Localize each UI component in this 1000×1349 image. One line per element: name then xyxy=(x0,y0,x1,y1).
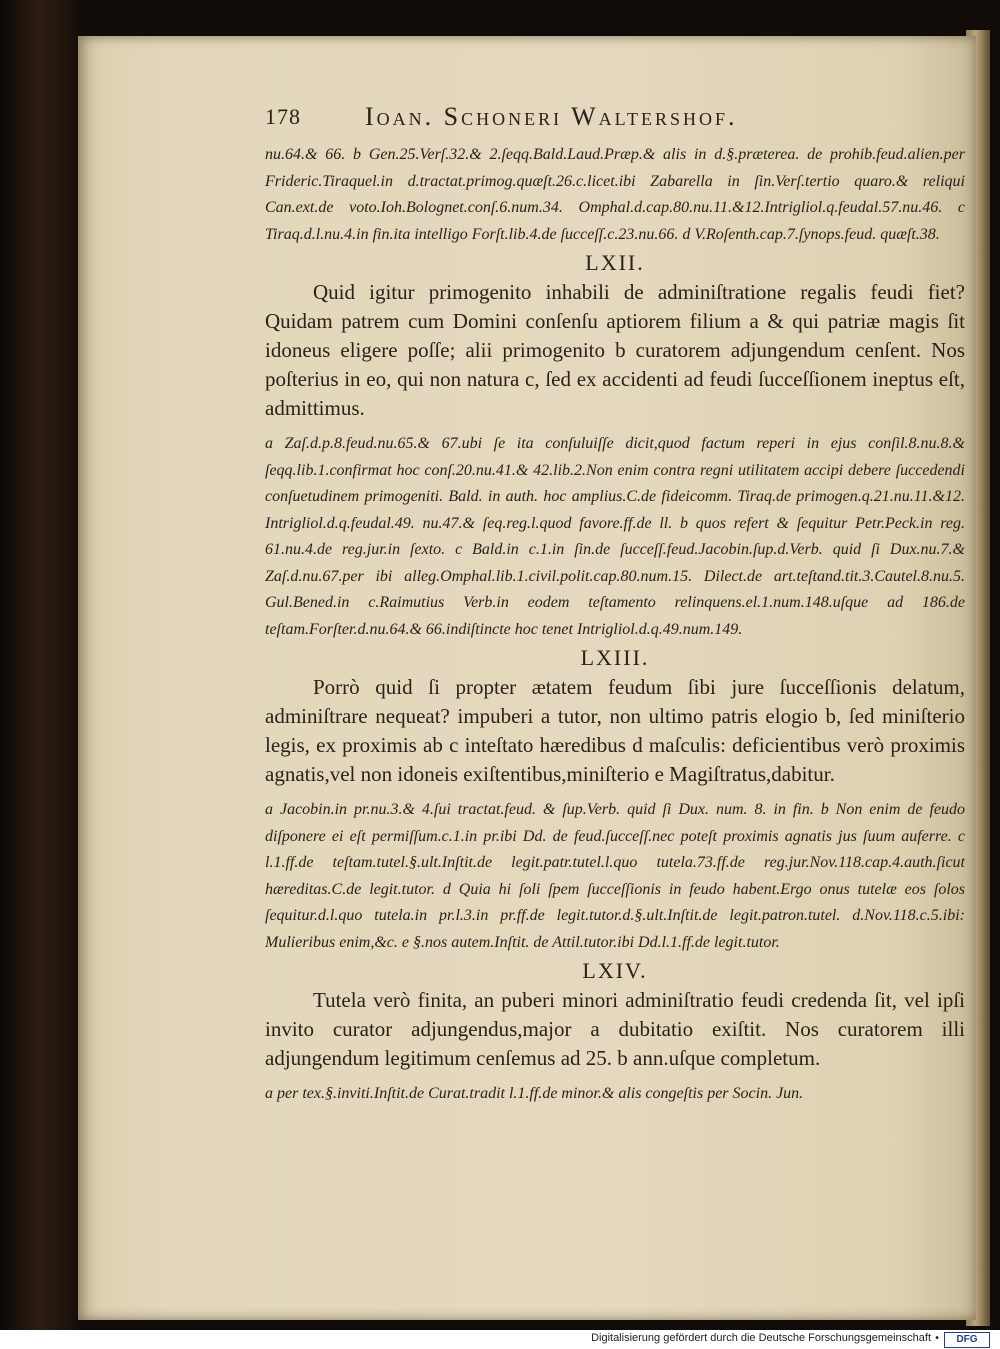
section-text: Quid igitur primogenito inhabili de adminiſtratione regalis feudi fiet? Quidam patrem cum Domini conſenſu aptiorem filium a & qui patriæ magis ſit idoneus eligere poſſe; alii primogenito b curatorem adjungendum cenſent. Nos poſterius in eo, qui non natura c, ſed ex accidenti ad feudi ſucceſſionem ineptus eſt, admittimus. xyxy=(265,280,965,420)
section-heading: LXII. xyxy=(585,250,645,275)
section-notes: a Zaſ.d.p.8.feud.nu.65.& 67.ubi ſe ita conſuluiſſe dicit,quod factum reperi in ejus conſil.8.nu.8.& ſeqq.lib.1.confirmat hoc conſ.20.nu.41.& 42.lib.2.Non enim contra regni utilitatem accipi debere ſuccedendi conſuetudinem primogeniti. Bald. in auth. hoc amplius.C.de fideicomm. Tiraq.de primogen.q.21.nu.11.&12. Intrigliol.d.q.feudal.49. nu.47.& ſeq.reg.l.quod favore.ff.de ll. b quos refert & ſequitur Petr.Peck.in reg. 61.nu.4.de reg.jur.in ſexto. c Bald.in c.1.in ſin.de ſucceſſ.feud.Jacobin.ſup.d.Verb. quid ſi Dux.nu.7.& Zaſ.d.nu.67.per ibi alleg.Omphal.lib.1.civil.polit.cap.80.num.15. Dilect.de art.teſtand.tit.3.Cautel.8.nu.5. Gul.Bened.in c.Raimutius Verb.in eodem teſtamento relinquens.el.1.num.148.uſque ad 186.de teſtam.Forſter.d.nu.64.& 66.indiſtincte hoc tenet Intrigliol.d.q.49.num.149. xyxy=(265,435,965,638)
section-notes: a Jacobin.in pr.nu.3.& 4.ſui tractat.feud. & ſup.Verb. quid ſi Dux. num. 8. in fin. b Non enim de feudo diſponere ei eſt permiſſum.c.1.in pr.ibi Dd. de feud.ſucceſſ.nec poteſt proximis agnatis jus ſuum auferre. c l.1.ff.de teſtam.tutel.§.ult.Inſtit.de legit.patr.tutel.l.quo tutela.73.ff.de reg.jur.Nov.118.cap.4.auth.ſicut hæreditas.C.de legit.tutor. d Quia hi ſoli ſpem ſucceſſionis in feudo habent.Ergo onus tutelæ eos ſolos ſequitur.d.l.quo tutela.in pr.l.3.in pr.ff.de legit.tutor.d.§.ult.Inſtit.de legit.patron.tutel. d.Nov.118.c.5.ibi: Mulieribus enim,&c. e §.nos autem.Inſtit. de Attil.tutor.ibi Dd.l.1.ff.de legit.tutor. xyxy=(265,801,965,951)
funding-notice xyxy=(591,1332,940,1344)
section-heading: LXIV. xyxy=(582,958,648,983)
dfg-logo[interactable]: DFG xyxy=(944,1332,990,1348)
section-notes: a per tex.§.inviti.Inſtit.de Curat.tradit l.1.ff.de minor.& alis congeſtis per Socin. Jun. xyxy=(265,1085,804,1102)
footer-bar xyxy=(0,1330,1000,1349)
running-head xyxy=(265,96,965,136)
section-text: Tutela verò finita, an puberi minori adminiſtratio feudi credenda ſit, vel ipſi invito curator adjungendus,major a dubitatio exiſtit. Nos curatorem illi adjungendum legitimum cenſemus ad 25. b ann.uſque completum. xyxy=(265,988,965,1070)
running-title: Ioan. Schoneri Waltershof. xyxy=(365,102,738,131)
page-content xyxy=(265,96,965,1108)
section-text: Porrò quid ſi propter ætatem feudum ſibi jure ſucceſſionis delatum, adminiſtrare nequeat? impuberi a tutor, non ultimo patris elogio b, ſed miniſterio legis, ex proximis ab c inteſtato hæredibus d maſculis: deficientibus verò proximis agnatis,vel non idoneis exiſtentibus,miniſterio e Magiſtratus,dabitur. xyxy=(265,675,965,786)
section-heading: LXIII. xyxy=(580,645,650,670)
section-lxiii xyxy=(265,645,965,956)
separator-dot: • xyxy=(934,1333,940,1344)
page-number: 178 xyxy=(265,104,301,129)
top-footnotes: nu.64.& 66. b Gen.25.Verſ.32.& 2.ſeqq.Bald.Laud.Præp.& alis in d.§.præterea. de prohib.feud.alien.per Frideric.Tiraquel.in d.tractat.primog.quæſt.26.c.licet.ibi Zabarella in ſin.Verſ.tertio quaro.& reliqui Can.ext.de voto.Ioh.Bolognet.conſ.6.num.34. Omphal.d.cap.80.nu.11.&12.Intrigliol.q.feudal.57.nu.46. c Tiraq.d.l.nu.4.in fin.ita intelligo Forſt.lib.4.de ſucceſſ.c.23.nu.66. d V.Roſenth.cap.7.ſynops.feud. quæſt.38. xyxy=(265,146,965,243)
funding-text: Digitalisierung gefördert durch die Deutsche Forschungsgemeinschaft xyxy=(591,1332,932,1344)
section-lxii xyxy=(265,250,965,643)
section-lxiv xyxy=(265,958,965,1108)
